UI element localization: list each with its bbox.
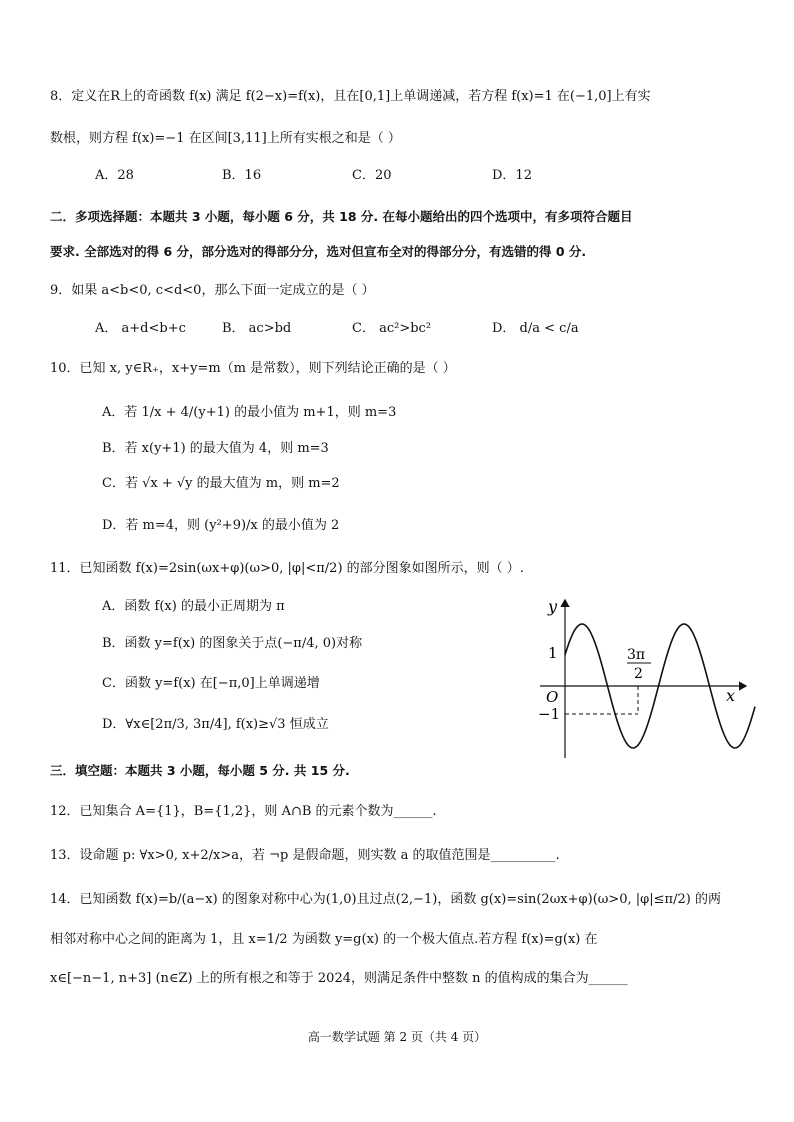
q8-line-2: 数根，则方程 f(x)=−1 在区间[3,11]上所有实根之和是（ ）	[50, 131, 401, 146]
section-2-heading-line-2: 要求. 全部选对的得 6 分，部分选对的得部分分，选对但宣布全对的得部分分，有选错的得 0 分.	[50, 244, 587, 259]
q9-option-a: A． a+d<b+c	[95, 321, 186, 336]
q9-option-b: B． ac>bd	[222, 321, 292, 336]
x-axis-label: x	[726, 686, 736, 705]
q12-text: 12．已知集合 A={1}，B={1,2}，则 A∩B 的元素个数为______.	[50, 804, 437, 819]
y-tick-one: 1	[548, 644, 558, 662]
q8-option-c: C．20	[352, 168, 392, 183]
q13-text: 13．设命题 p: ∀x>0, x+2/x>a，若 ¬p 是假命题，则实数 a 的取值范围是__________.	[50, 848, 560, 863]
q11-option-b: B．函数 y=f(x) 的图象关于点(−π/4, 0)对称	[102, 636, 363, 651]
q9-option-c: C． ac²>bc²	[352, 321, 432, 336]
y-axis-label: y	[548, 597, 558, 616]
q11-stem: 11．已知函数 f(x)=2sin(ωx+φ)(ω>0, |φ|<π/2) 的部分图象如图所示，则（ ）.	[50, 561, 524, 576]
q9-option-d: D． d/a < c/a	[492, 321, 579, 336]
q8-option-d: D．12	[492, 168, 532, 183]
x-tick-denominator: 2	[634, 666, 643, 682]
q8-line-1: 8．定义在R上的奇函数 f(x) 满足 f(2−x)=f(x)，且在[0,1]上单调递减，若方程 f(x)=1 在(−1,0]上有实	[50, 89, 651, 104]
q11-option-a: A．函数 f(x) 的最小正周期为 π	[102, 599, 285, 614]
q11-option-c: C．函数 y=f(x) 在[−π,0]上单调递增	[102, 676, 320, 691]
section-3-heading: 三．填空题：本题共 3 小题，每小题 5 分. 共 15 分.	[50, 763, 350, 778]
q11-option-d: D．∀x∈[2π/3, 3π/4], f(x)≥√3 恒成立	[102, 717, 329, 732]
q8-option-a: A．28	[95, 168, 134, 183]
q14-line-3: x∈[−n−1, n+3] (n∈Z) 上的所有根之和等于 2024，则满足条件中整数 n 的值构成的集合为______	[50, 971, 628, 986]
q10-option-c: C．若 √x + √y 的最大值为 m，则 m=2	[102, 476, 340, 491]
x-tick-numerator: 3π	[627, 647, 646, 663]
section-2-heading-line-1: 二．多项选择题：本题共 3 小题，每小题 6 分，共 18 分. 在每小题给出的四个选项中，有多项符合题目	[50, 209, 633, 224]
q8-option-b: B．16	[222, 168, 262, 183]
y-tick-negative-one: −1	[538, 705, 561, 723]
q14-line-1: 14．已知函数 f(x)=b/(a−x) 的图象对称中心为(1,0)且过点(2,−1)，函数 g(x)=sin(2ωx+φ)(ω>0, |φ|≤π/2) 的两	[50, 892, 721, 907]
q9-stem: 9．如果 a<b<0, c<d<0，那么下面一定成立的是（ ）	[50, 283, 375, 298]
origin-label: O	[546, 688, 559, 706]
q10-stem: 10．已知 x, y∈R₊，x+y=m（m 是常数），则下列结论正确的是（ ）	[50, 361, 456, 376]
q10-option-a: A．若 1/x + 4/(y+1) 的最小值为 m+1，则 m=3	[102, 405, 397, 420]
q11-function-graph	[528, 588, 758, 764]
q14-line-2: 相邻对称中心之间的距离为 1，且 x=1/2 为函数 y=g(x) 的一个极大值点.若方程 f(x)=g(x) 在	[50, 932, 598, 947]
q10-option-d: D．若 m=4，则 (y²+9)/x 的最小值为 2	[102, 518, 340, 533]
page-footer: 高一数学试题 第 2 页（共 4 页）	[307, 1030, 487, 1044]
q10-option-b: B．若 x(y+1) 的最大值为 4，则 m=3	[102, 441, 329, 456]
